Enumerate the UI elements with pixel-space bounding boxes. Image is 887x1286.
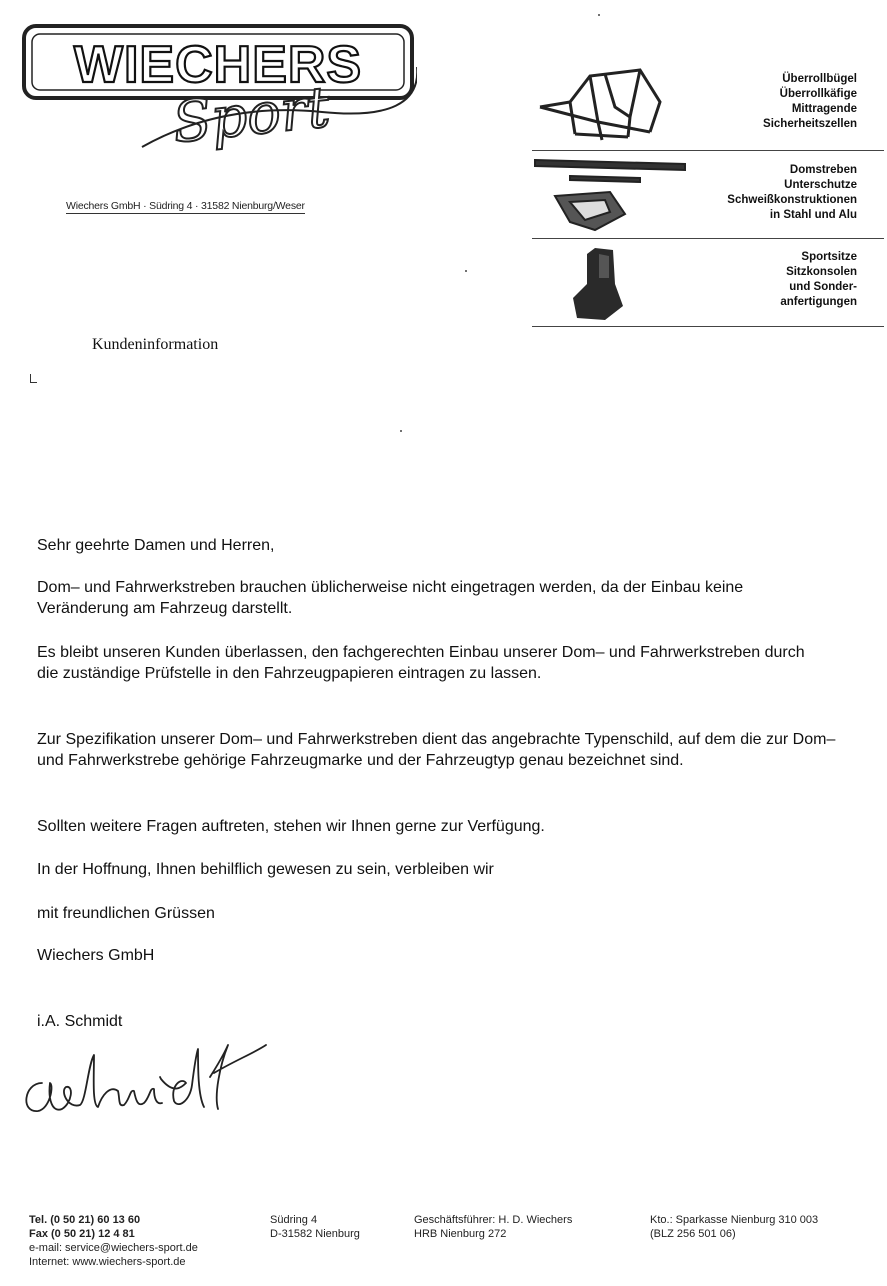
company-name: Wiechers GmbH <box>37 947 155 964</box>
svg-text:Sport: Sport <box>169 74 333 157</box>
footer-contact <box>29 1213 198 1269</box>
product-group-sport-seats: Sportsitze Sitzkonsolen und Sonder- anfertigungen <box>780 251 857 308</box>
panel-divider <box>532 238 884 239</box>
footer-fax: Fax (0 50 21) 12 4 81 <box>29 1228 135 1240</box>
strut-brace-icon <box>530 154 690 234</box>
paragraph: Zur Spezifikation unserer Dom– und Fahrwerkstreben dient das angebrachte Typenschild, auf dem die zur Dom– und Fahrwerkstrebe gehörige Fahrzeugmarke und der Fahrzeugtyp genau bezeichnet sind. <box>37 731 836 769</box>
panel-divider <box>532 326 884 327</box>
paragraph: Dom– und Fahrwerkstreben brauchen üblicherweise nicht eingetragen werden, da der Einbau keine Veränderung am Fahrzeug darstellt. <box>37 579 744 617</box>
product-group-strut-braces: Domstreben Unterschutze Schweißkonstruktionen in Stahl und Alu <box>727 164 857 221</box>
closing: mit freundlichen Grüssen <box>37 905 215 922</box>
document-type-heading: Kundeninformation <box>92 336 219 353</box>
paragraph: Es bleibt unseren Kunden überlassen, den fachgerechten Einbau unserer Dom– und Fahrwerkstreben durch die zuständige Prüfstelle in den Fahrzeugpapieren eintragen zu lassen. <box>37 644 805 682</box>
product-group-roll-cages: Überrollbügel Überrollkäfige Mittragende Sicherheitszellen <box>763 73 857 130</box>
footer-email: e-mail: service@wiechers-sport.de <box>29 1242 198 1254</box>
salutation: Sehr geehrte Damen und Herren, <box>37 537 275 554</box>
signatory: i.A. Schmidt <box>37 1013 123 1030</box>
scan-speck <box>400 430 402 432</box>
footer-website: Internet: www.wiechers-sport.de <box>29 1256 186 1268</box>
scan-speck <box>598 14 600 16</box>
footer-management: Geschäftsführer: H. D. Wiechers HRB Nienburg 272 <box>414 1214 573 1240</box>
sender-address-line: Wiechers GmbH · Südring 4 · 31582 Nienburg/Weser <box>66 200 305 212</box>
svg-text:WIECHERS: WIECHERS <box>73 36 363 94</box>
handwritten-signature <box>14 1025 274 1125</box>
wiechers-sport-logo <box>22 22 417 157</box>
panel-divider <box>532 150 884 151</box>
paragraph: In der Hoffnung, Ihnen behilflich gewesen zu sein, verbleiben wir <box>37 861 494 878</box>
footer-bank: Kto.: Sparkasse Nienburg 310 003 (BLZ 256 501 06) <box>650 1214 819 1240</box>
sport-seat-icon <box>565 244 635 324</box>
roll-cage-icon <box>530 62 670 142</box>
fold-mark <box>30 374 37 383</box>
paragraph: Sollten weitere Fragen auftreten, stehen wir Ihnen gerne zur Verfügung. <box>37 818 545 835</box>
footer-address: Südring 4 D-31582 Nienburg <box>270 1214 360 1240</box>
scan-speck <box>465 270 467 272</box>
footer-phone: Tel. (0 50 21) 60 13 60 <box>29 1214 141 1226</box>
